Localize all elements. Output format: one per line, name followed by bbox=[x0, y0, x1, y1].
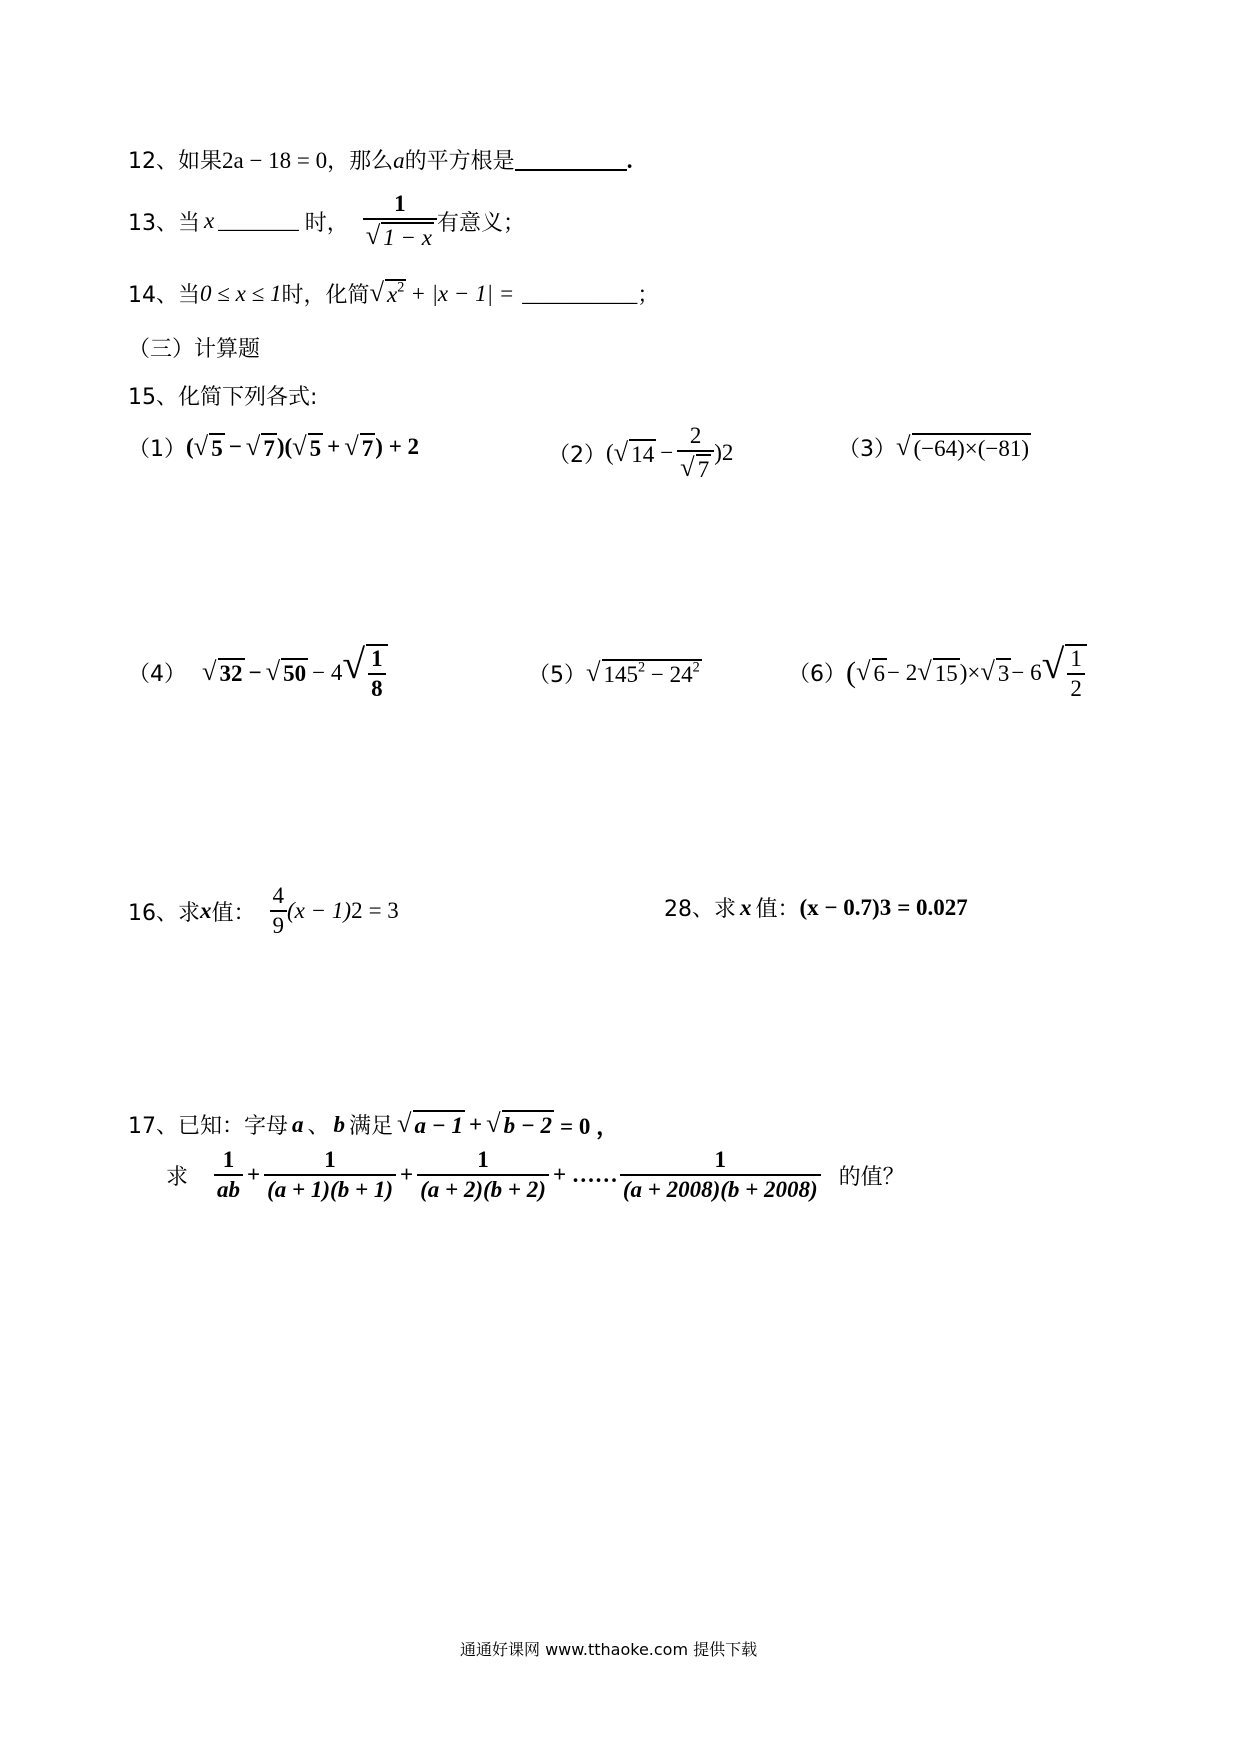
q15-p2-open: ( bbox=[606, 440, 614, 466]
page-footer: 通通好课网 www.tthaoke.com 提供下载 bbox=[460, 1640, 758, 1659]
q15-p6-label: （6） bbox=[788, 662, 846, 688]
q15-p1-mid: )( bbox=[276, 434, 293, 460]
q17-suffix: 的值？ bbox=[838, 1164, 905, 1190]
q15-part-5 bbox=[528, 658, 702, 689]
q15-p5-e2: 2 bbox=[692, 659, 700, 676]
q17-b: b bbox=[333, 1111, 346, 1137]
q14-mid: 时，化简 bbox=[281, 283, 370, 308]
q15-p4-r1: 32 bbox=[218, 658, 245, 686]
q15-part-1 bbox=[128, 432, 419, 463]
q15-p5-e1: 2 bbox=[638, 659, 646, 676]
q17-plus-1: + bbox=[247, 1162, 261, 1188]
q15-p4-den: 8 bbox=[368, 673, 386, 701]
q15-p4-label: （4） bbox=[128, 662, 186, 688]
q16-num: 4 bbox=[272, 883, 285, 908]
q15-p6-mid: − 2 bbox=[887, 659, 918, 685]
q15-p6-sqrt3: √ 3 bbox=[980, 656, 1010, 687]
q15-p5-arg: 145 bbox=[603, 662, 639, 688]
q16-den: 9 bbox=[270, 910, 288, 938]
q15-part-3 bbox=[838, 432, 1031, 463]
q16-prefix: 16、求 bbox=[128, 900, 200, 926]
q15-p2-num: 2 bbox=[689, 423, 702, 448]
q17-frac-1 bbox=[214, 1148, 243, 1202]
q15-p1-r4: 7 bbox=[360, 433, 376, 461]
q17-frac-2 bbox=[264, 1148, 396, 1202]
question-13 bbox=[128, 192, 525, 250]
q17-sqrt-b: √ b − 2 bbox=[486, 1108, 553, 1139]
q17-f4-den: (a + 2008)(b + 2008) bbox=[620, 1174, 821, 1202]
q17-sep: 、 bbox=[307, 1114, 330, 1139]
q14-prefix: 14、当 bbox=[128, 283, 200, 308]
q17-r1: a − 1 bbox=[413, 1110, 465, 1138]
q15-p1-sqrt7b: √ 7 bbox=[344, 431, 374, 462]
q14-end: ； bbox=[637, 283, 660, 308]
q15-p4-r2: 50 bbox=[281, 658, 308, 686]
q17-f1-den: ab bbox=[214, 1174, 243, 1202]
q15-p6-close: )× bbox=[959, 659, 981, 685]
q17-plus: + bbox=[468, 1111, 483, 1137]
q14-condition: 0 ≤ x ≤ 1 bbox=[200, 280, 282, 306]
q17-f1-num: 1 bbox=[222, 1147, 235, 1172]
q13-answer-blank[interactable]: _______ bbox=[218, 208, 299, 234]
q17-a: a bbox=[292, 1111, 304, 1137]
q17-expression bbox=[166, 1148, 905, 1202]
q15-p2-sqrt14: √ 14 bbox=[613, 437, 655, 468]
q13-suffix: 有意义； bbox=[436, 210, 525, 236]
q15-p4-minus: − bbox=[248, 659, 262, 685]
q15-p1-r1: 5 bbox=[209, 433, 225, 461]
q15-p6-r2: 15 bbox=[933, 658, 960, 686]
q15-p4-coef: − 4 bbox=[312, 659, 343, 685]
q14-answer-blank[interactable]: __________ bbox=[522, 280, 638, 306]
q13-sqrt: √ 1 − x bbox=[365, 220, 432, 251]
q17-f2-den: (a + 1)(b + 1) bbox=[264, 1174, 396, 1202]
q12-var: a bbox=[393, 148, 405, 173]
q15-p5-sqrt: √ $145^2 - 24^2$ bbox=[586, 657, 700, 688]
q13-mid: 时， bbox=[304, 210, 349, 236]
q15-p4-sqrt-frac: √ $\frac{1}{8}$ bbox=[342, 644, 387, 701]
q14-abs: + |x − 1| = bbox=[410, 280, 515, 306]
q13-fraction bbox=[363, 192, 437, 250]
q16-fraction bbox=[270, 884, 288, 938]
q15-p2-r1: 14 bbox=[629, 439, 656, 467]
q15-p2-label: （2） bbox=[548, 442, 606, 468]
q15-p3-label: （3） bbox=[838, 437, 896, 462]
q15-p1-expr bbox=[186, 433, 419, 461]
q15-p6-sqrt6: √ 6 bbox=[856, 656, 886, 687]
q12-end: . bbox=[626, 148, 633, 173]
question-14 bbox=[128, 278, 659, 309]
q17-f3-den: (a + 2)(b + 2) bbox=[417, 1174, 549, 1202]
q15-p2-den: 7 bbox=[696, 454, 712, 482]
q17-mid: 满足 bbox=[349, 1114, 394, 1139]
q12-prefix: 12、如果 bbox=[128, 149, 222, 174]
q13-sqrt-arg: 1 − x bbox=[381, 222, 434, 250]
q16-var: x bbox=[200, 898, 212, 924]
q17-f3-num: 1 bbox=[477, 1147, 489, 1172]
question-16: 16、求 x 值： $\frac{4}{9}$ (x − 1) 2 = 3 bbox=[128, 883, 399, 939]
q15-p6-r3: 3 bbox=[996, 658, 1012, 686]
q15-p5-minus: − 24 bbox=[645, 662, 693, 688]
q16-expr: (x − 1) bbox=[287, 898, 352, 924]
q16-rhs: = 3 bbox=[368, 898, 399, 924]
q15-part-2: （2） ( √ 14 − 2 √ 7 ) 2 bbox=[548, 423, 734, 483]
q15-p6-r1: 6 bbox=[872, 658, 888, 686]
q28-mid: 值： bbox=[755, 897, 800, 922]
q17-sqrt-a: √ a − 1 bbox=[397, 1108, 463, 1139]
q12-suffix: 的平方根是 bbox=[404, 149, 515, 174]
q17-frac-4 bbox=[620, 1148, 821, 1202]
q15-p1-plus: + bbox=[327, 434, 341, 460]
q15-part-6 bbox=[788, 641, 1087, 702]
q15-p4-sqrt32: √ 32 bbox=[202, 656, 243, 687]
q15-p1-minus: − bbox=[228, 434, 242, 460]
question-15-title: 15、化简下列各式: bbox=[128, 385, 318, 410]
q15-p4-sqrt50: √ 50 bbox=[265, 656, 307, 687]
q28-prefix: 28、求 bbox=[664, 897, 736, 922]
q17-f2-num: 1 bbox=[324, 1147, 336, 1172]
q13-frac-num: 1 bbox=[394, 191, 406, 216]
q15-p1-r2: 7 bbox=[261, 433, 277, 461]
q15-p1-open: ( bbox=[186, 434, 194, 460]
q13-var: x bbox=[204, 208, 215, 234]
q15-p3-arg: (−64)×(−81) bbox=[912, 433, 1032, 461]
q17-plus-2: + bbox=[399, 1162, 414, 1188]
q14-sqrt-arg: x bbox=[387, 282, 398, 308]
q17-prefix: 17、已知：字母 bbox=[128, 1114, 288, 1139]
q17-ask: 求 bbox=[166, 1164, 189, 1190]
q15-p6-open: ( bbox=[846, 655, 856, 689]
q17-dots: + …… bbox=[552, 1162, 618, 1188]
q12-expr: 2a − 18 = 0 bbox=[222, 148, 328, 173]
q15-p4-num: 1 bbox=[371, 646, 383, 671]
section-3-title: （三）计算题 bbox=[128, 337, 261, 362]
q15-part-4 bbox=[128, 641, 388, 702]
q15-p6-num: 1 bbox=[1070, 646, 1082, 671]
q15-p1-sqrt7a: √ 7 bbox=[245, 431, 275, 462]
q17-frac-3 bbox=[417, 1148, 549, 1202]
q15-p6-sqrt15: √ 15 bbox=[917, 656, 958, 687]
q17-eq: = 0 ， bbox=[560, 1114, 620, 1139]
q15-p1-tail: ) + 2 bbox=[375, 434, 420, 460]
q28-var: x bbox=[740, 894, 752, 920]
q15-p6-sqrt-frac: √ $\frac{1}{2}$ bbox=[1042, 644, 1087, 701]
q15-p5-label: （5） bbox=[528, 663, 586, 688]
question-28: 28、求 x 值： (x − 0.7) 3 = 0.027 bbox=[664, 892, 968, 923]
q15-p2-close: ) bbox=[714, 440, 722, 466]
q15-p2-fraction bbox=[677, 424, 714, 482]
q17-f4-num: 1 bbox=[714, 1147, 726, 1172]
q15-p2-minus: − bbox=[660, 440, 674, 466]
q15-p6-coef: − 6 bbox=[1011, 659, 1042, 685]
q15-p1-sqrt5b: √ 5 bbox=[292, 431, 322, 462]
q14-sqrt: √ $x^2$ bbox=[369, 277, 405, 308]
q15-p3-sqrt: √ (−64)×(−81) bbox=[896, 431, 1030, 462]
q17-r2: b − 2 bbox=[502, 1110, 554, 1138]
q28-rhs: = 0.027 bbox=[897, 894, 968, 920]
q15-p1-sqrt5a: √ 5 bbox=[193, 431, 223, 462]
q15-p1-label: （1） bbox=[128, 437, 186, 462]
q15-p6-den: 2 bbox=[1067, 673, 1085, 701]
q13-prefix: 13、当 bbox=[128, 210, 200, 236]
q16-mid: 值： bbox=[211, 900, 256, 926]
q12-answer-blank[interactable] bbox=[515, 145, 627, 171]
question-17 bbox=[128, 1108, 619, 1141]
q13-frac-den bbox=[363, 218, 437, 250]
q28-expr: (x − 0.7) bbox=[799, 894, 880, 920]
q15-p2-sqrt7: √ 7 bbox=[680, 452, 710, 483]
q15-p1-r3: 5 bbox=[308, 433, 324, 461]
question-12 bbox=[128, 144, 632, 175]
q14-exp: 2 bbox=[397, 279, 405, 296]
q12-mid: ，那么 bbox=[327, 149, 394, 174]
